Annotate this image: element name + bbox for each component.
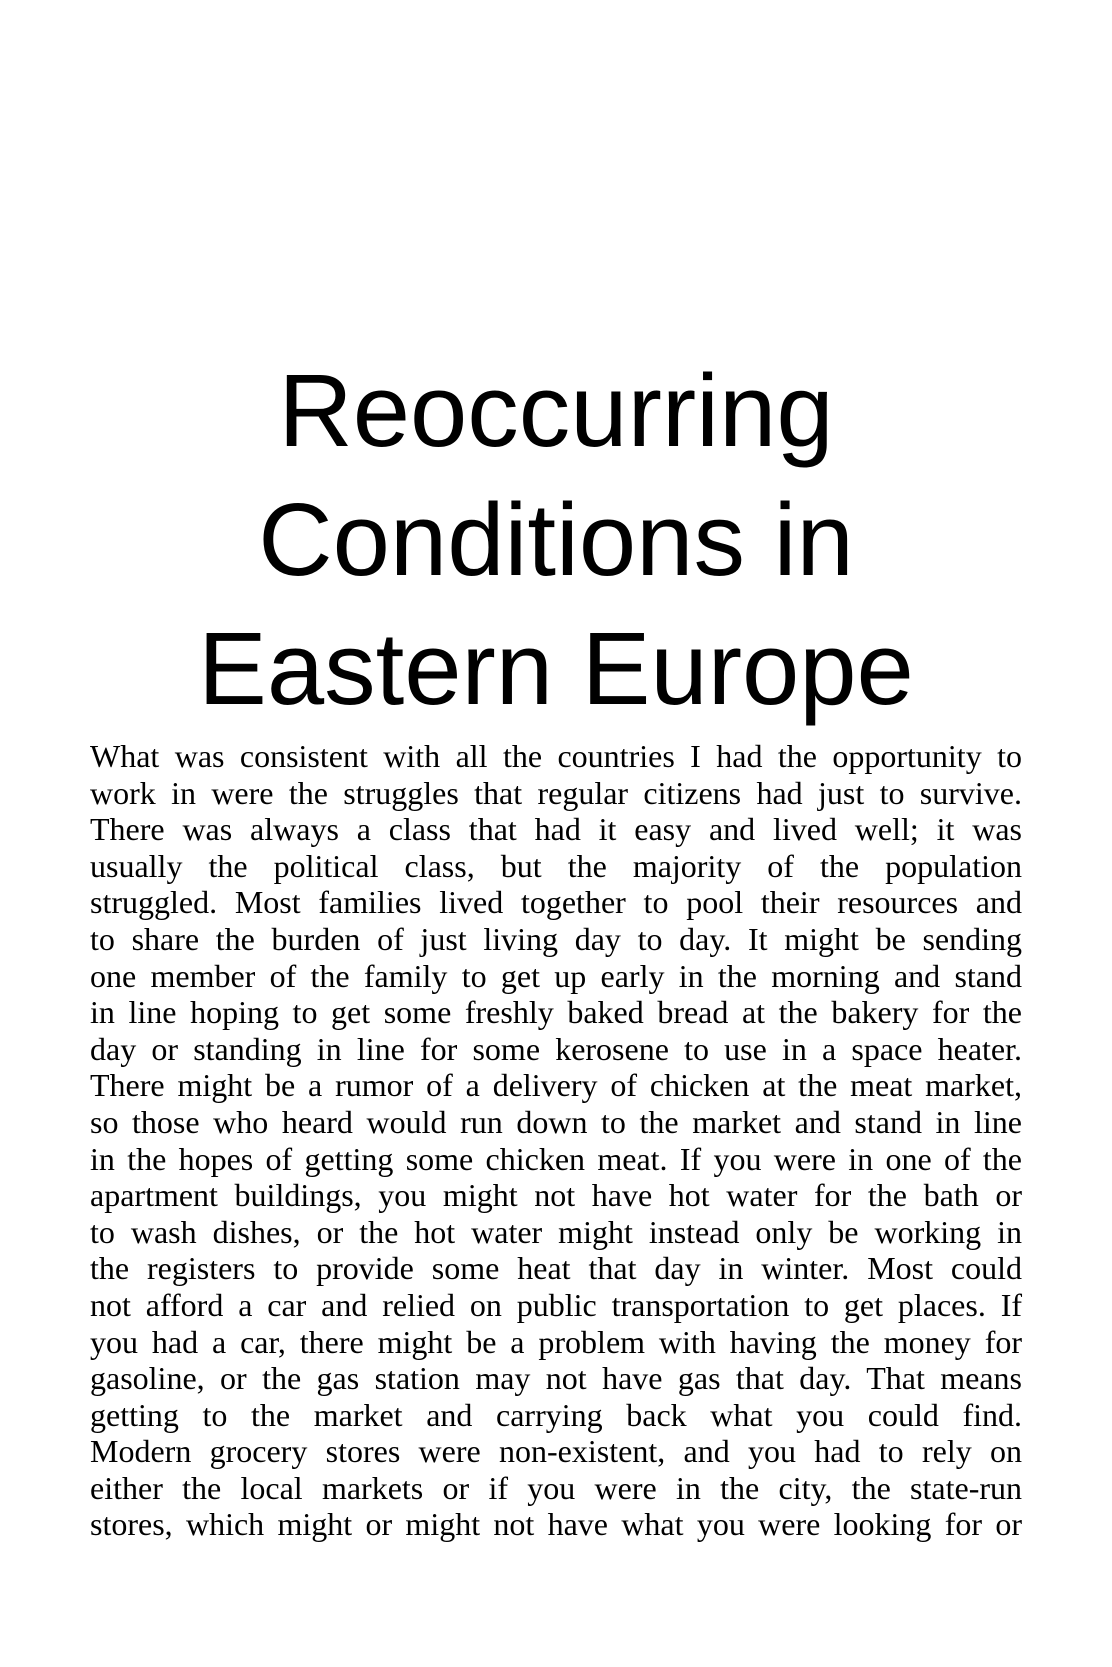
body-line: gasoline, or the gas station may not have gas that day. That means: [90, 1360, 1022, 1397]
page-title: [90, 346, 1022, 733]
page-title-line: Eastern Europe: [198, 611, 914, 726]
body-line: in line hoping to get some freshly baked bread at the bakery for the: [90, 994, 1022, 1031]
body-line: the registers to provide some heat that day in winter. Most could: [90, 1250, 1022, 1287]
body-line: to share the burden of just living day to day. It might be sending: [90, 920, 1022, 957]
body-line: either the local markets or if you were in the city, the state-run: [90, 1469, 1022, 1506]
body-line: struggled. Most families lived together to pool their resources and: [90, 884, 1022, 921]
body-line: There might be a rumor of a delivery of chicken at the meat market,: [90, 1067, 1022, 1104]
body-line: getting to the market and carrying back what you could find.: [90, 1396, 1022, 1433]
body-line: usually the political class, but the majority of the population: [90, 847, 1022, 884]
body-line: Modern grocery stores were non-existent, and you had to rely on: [90, 1433, 1022, 1470]
body-line: one member of the family to get up early in the morning and stand: [90, 957, 1022, 994]
body-line: day or standing in line for some kerosene to use in a space heater.: [90, 1030, 1022, 1067]
body-line: stores, which might or might not have what you were looking for or: [90, 1506, 1022, 1543]
body-line: not afford a car and relied on public transportation to get places. If: [90, 1286, 1022, 1323]
body-line: to wash dishes, or the hot water might instead only be working in: [90, 1213, 1022, 1250]
page-title-line: Conditions in: [258, 482, 854, 597]
body-line: apartment buildings, you might not have hot water for the bath or: [90, 1177, 1022, 1214]
body-line: work in were the struggles that regular citizens had just to survive.: [90, 774, 1022, 811]
body-line: What was consistent with all the countries I had the opportunity to: [90, 738, 1022, 774]
page-title-line: Reoccurring: [278, 353, 834, 468]
body-line: in the hopes of getting some chicken meat. If you were in one of the: [90, 1140, 1022, 1177]
body-line: so those who heard would run down to the market and stand in line: [90, 1103, 1022, 1140]
body-line: you had a car, there might be a problem with having the money for: [90, 1323, 1022, 1360]
body-line: There was always a class that had it easy and lived well; it was: [90, 811, 1022, 848]
body-paragraph: [90, 738, 1022, 1543]
